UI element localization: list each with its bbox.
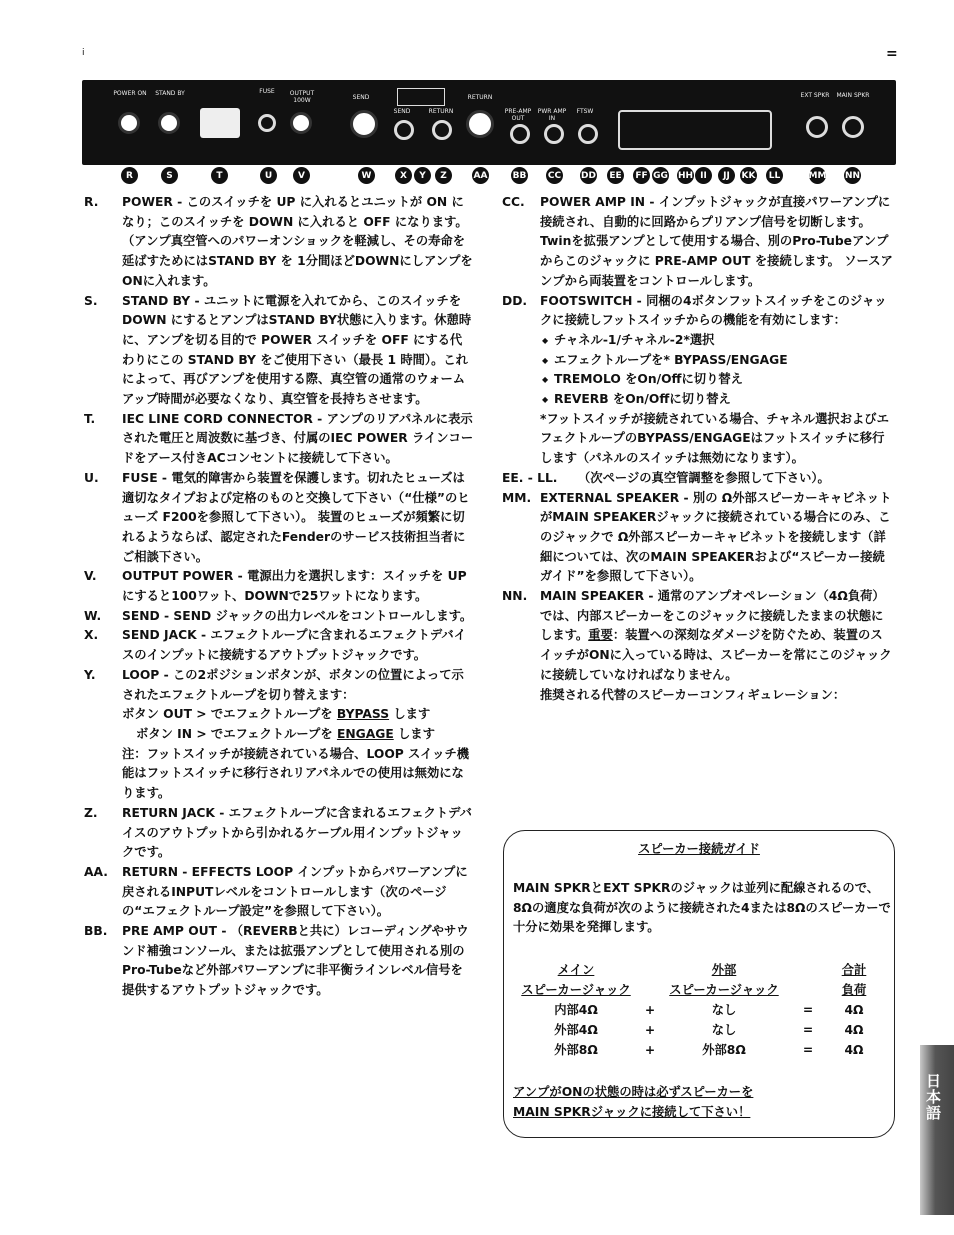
item-name: MAIN SPEAKER [540, 589, 645, 604]
item-x [84, 626, 474, 665]
item-key: EE. - LL. [502, 470, 558, 485]
item-text: - SEND ジャックの出力レベルをコントロールします。 [159, 608, 473, 623]
item-z [84, 804, 474, 863]
header-total-bottom: 負荷 [841, 983, 867, 998]
return-knob-label: RETURN [467, 94, 493, 101]
item-text: - 同梱の4ボタンフットスイッチをこのジャックに接続しフットスイッチからの機能を有効にします： [540, 293, 887, 328]
item-key: S. [84, 293, 98, 308]
item-key: T. [84, 411, 96, 426]
item-key: Z. [84, 805, 98, 820]
callout-ii: II [695, 167, 712, 184]
guide-intro: MAIN SPKRとEXT SPKRのジャックは並列に配線されるので、8Ωの適度な負荷が次のように接続された4または8Ωのスピーカーで十分に効果を発揮します。 [513, 881, 891, 935]
header-total-top: 合計 [841, 963, 867, 978]
send-knob [350, 110, 378, 138]
return-jack-label: RETURN [428, 108, 454, 115]
main-spkr-label: MAIN SPKR [836, 92, 870, 99]
callout-ff: FF [633, 167, 650, 184]
ext-spkr-label: EXT SPKR [800, 92, 830, 99]
power-switch [118, 112, 140, 134]
callout-kk: KK [740, 167, 757, 184]
callout-r: R [121, 167, 138, 184]
callout-u: U [260, 167, 277, 184]
item-aa [84, 863, 474, 922]
guide-table [512, 961, 880, 1061]
item-name: IEC LINE CORD CONNECTOR [122, 411, 313, 426]
item-bb [84, 922, 474, 1001]
item-name: POWER [122, 195, 173, 209]
panel-callout-letters [82, 167, 896, 187]
item-name: STAND BY [122, 293, 191, 308]
item-name: FOOTSWITCH [540, 293, 633, 308]
item-name: SEND JACK [122, 628, 197, 643]
panel-window [397, 88, 445, 106]
callout-x: X [395, 167, 412, 184]
item-name: RETURN [122, 864, 179, 879]
item-t [84, 410, 474, 469]
callout-gg: GG [652, 167, 669, 184]
callout-v: V [293, 167, 310, 184]
callout-ee: EE [607, 167, 624, 184]
callout-z: Z [435, 167, 452, 184]
side-tab-text: 日本語 [924, 1073, 942, 1121]
header-right-mark: = [886, 46, 898, 62]
item-text: - 通常のアンプオペレーション（4Ω負荷）では、内部スピーカーをこのジャックに接続したままの状態にします。 [540, 589, 885, 643]
callout-w: W [358, 167, 375, 184]
item-text: - 別の Ω外部スピーカーキャビネットがMAIN SPEAKERジャックに接続されている場合にのみ、このジャックで Ω外部スピーカーキャビネットを接続します（詳細については、次のMAIN SPEAKERおよび“スピーカー接続ガイド”を参照して下さい）。 [540, 490, 892, 584]
callout-jj: JJ [718, 167, 735, 184]
power-label: POWER ON [113, 90, 147, 97]
item-text: - この2ポジションボタンが、ボタンの位置によって示されたエフェクトループを切り替えます： [122, 667, 464, 702]
footswitch-bullet: ◆ REVERB をOn/Offに切り替え [502, 390, 894, 410]
footswitch-jack [578, 124, 598, 144]
item-name: LOOP [122, 667, 160, 682]
guide-footer-line1: アンプがONの状態の時は必ずスピーカーを [513, 1085, 754, 1099]
important-label: 重要 [588, 628, 613, 643]
right-column [502, 193, 894, 705]
callout-cc: CC [546, 167, 563, 184]
item-text: - エフェクトループに含まれるエフェクトデバイスのアウトプットから引かれるケーブル用インプットジャックです。 [122, 805, 472, 860]
item-key: X. [84, 628, 99, 643]
header-ext-bottom: スピーカージャック [669, 983, 779, 998]
callout-ll: LL [766, 167, 783, 184]
main-spkr-jack [842, 116, 864, 138]
item-key: R. [84, 195, 99, 209]
left-column [84, 193, 474, 1001]
item-name: SEND [122, 608, 160, 623]
output-label: OUTPUT 100W [289, 90, 315, 104]
item-text: - アンプのリアパネルに表示された電圧と周波数に基づき、付属のIEC POWER ラインコードをアース付きACコンセントに接続して下さい。 [122, 411, 474, 466]
header-ext-top: 外部 [711, 963, 737, 978]
loop-out-line: ボタン OUT > でエフェクトループを BYPASS します [122, 707, 431, 722]
return-knob [466, 110, 494, 138]
item-key: V. [84, 569, 97, 584]
callout-s: S [161, 167, 178, 184]
item-ee-ll [502, 469, 894, 489]
language-side-tab [920, 1045, 954, 1215]
item-y [84, 666, 474, 804]
item-text: - EFFECTS LOOP インプットからパワーアンプに戻されるINPUTレベルをコントロールします（次のページの“エフェクトループ設定”を参照して下さい）。 [122, 864, 468, 919]
standby-label: STAND BY [155, 90, 185, 97]
footswitch-bullet: ◆ エフェクトループを* BYPASS/ENGAGE [502, 351, 894, 371]
item-nn [502, 587, 894, 705]
loop-note: 注：フットスイッチが接続されている場合、LOOP スイッチ機能はフットスイッチに移行されリアパネルでの使用は無効になります。 [122, 746, 470, 801]
item-key: BB. [84, 924, 108, 939]
fuse-label: FUSE [259, 88, 275, 95]
output-switch [290, 112, 312, 134]
callout-aa: AA [472, 167, 489, 184]
header-left-mark: i [82, 48, 85, 58]
item-name: EXTERNAL SPEAKER [540, 490, 680, 505]
footswitch-bullet: ◆ チャネル-1/チャネル-2*選択 [502, 331, 894, 351]
item-key: W. [84, 608, 102, 623]
callout-t: T [211, 167, 228, 184]
item-cc [502, 193, 894, 292]
header-main-top: メイン [557, 963, 595, 978]
ext-spkr-jack [806, 116, 828, 138]
item-mm [502, 489, 894, 588]
guide-title: スピーカー接続ガイド [638, 842, 760, 856]
callout-dd: DD [580, 167, 597, 184]
item-key: Y. [84, 667, 96, 682]
fuse-holder [258, 114, 276, 132]
send-jack-label: SEND [393, 108, 411, 115]
item-key: DD. [502, 293, 528, 308]
main-speaker-warning: ：装置への深刻なダメージを防ぐため、装置のスイッチがONに入っている時は、スピーカーを常にこのジャックに接続していなければなりません。 [540, 628, 892, 682]
header-main-bottom: スピーカージャック [521, 983, 631, 998]
guide-footer [513, 1083, 753, 1122]
item-r [84, 193, 474, 292]
bias-adjust-panel [618, 110, 772, 150]
item-key: NN. [502, 589, 528, 604]
item-w [84, 607, 474, 627]
return-jack [432, 120, 452, 140]
item-text: - エフェクトループに含まれるエフェクトデバイスのインプットに接続するアウトプットジャックです。 [122, 628, 467, 663]
rear-panel-illustration [82, 80, 896, 165]
footswitch-note: *フットスイッチが接続されている場合、チャネル選択およびエフェクトループのBYPASS/ENGAGEはフットスイッチに移行します（パネルのスイッチは無効になります）。 [540, 411, 889, 466]
item-text: - 電気的障害から装置を保護します。切れたヒューズは適切なタイプおよび定格のものと交換して下さい（“仕様”のヒューズ F200を参照して下さい）。 装置のヒューズが頻繁に切れるようならば、認定されたFenderのサービス技術担当者にご相談下さい。 [122, 470, 470, 564]
item-name: PRE AMP OUT [122, 924, 218, 939]
item-name: OUTPUT POWER [122, 569, 234, 584]
item-key: CC. [502, 195, 525, 209]
item-u [84, 469, 474, 568]
callout-y: Y [414, 167, 431, 184]
table-row: 外部4Ω + なし = 4Ω [554, 1023, 864, 1038]
table-row: 外部8Ω + 外部8Ω = 4Ω [554, 1043, 864, 1058]
footswitch-label: FTSW [576, 108, 594, 115]
send-jack [394, 120, 414, 140]
item-s [84, 292, 474, 410]
item-key: MM. [502, 490, 532, 505]
loop-in-line: ボタン IN > でエフェクトループを ENGAGE します [136, 726, 435, 741]
preamp-out-jack [510, 124, 530, 144]
item-key: AA. [84, 864, 108, 879]
recommend-line: 推奨される代替のスピーカーコンフィギュレーション： [540, 687, 846, 702]
power-amp-in-label: PWR AMP IN [537, 108, 567, 122]
standby-switch [158, 112, 180, 134]
guide-footer-line2: MAIN SPKRジャックに接続して下さい！ [513, 1104, 751, 1119]
item-key: U. [84, 470, 99, 485]
callout-hh: HH [677, 167, 694, 184]
item-text: - （REVERBと共に）レコーディングやサウンド補強コンソール、または拡張アンプとして使用される別のPro-Tubeなど外部パワーアンプに非平衡ラインレベル信号を提供するアウトプットジャックです。 [122, 924, 469, 998]
item-name: FUSE [122, 470, 158, 485]
item-text: （次ページの真空管調整を参照して下さい）。 [578, 470, 830, 485]
item-name: POWER AMP IN [540, 195, 646, 209]
send-knob-label: SEND [352, 94, 370, 101]
table-row: 内部4Ω + なし = 4Ω [554, 1003, 864, 1018]
iec-socket [200, 108, 240, 138]
callout-bb: BB [511, 167, 528, 184]
item-text: - ユニットに電源を入れてから、このスイッチをDOWN にするとアンプはSTAND BY状態に入ります。休憩時に、アンプを切る目的で POWER スイッチを OFF にする代わりにこの STAND BY をご使用下さい（最長 1 時間）。これによって、再びアンプを使用する際、真空管の通常のウォームアップ時間が必要なくなり、真空管を長持ちさせます。 [122, 293, 472, 407]
power-amp-in-jack [544, 124, 564, 144]
item-dd [502, 292, 894, 331]
item-text: - インプットジャックが直接パワーアンプに接続され、自動的に回路からプリアンプ信号を切断します。Twinを拡張アンプとして使用する場合、別のPro-Tubeアンプからこのジャックに PRE-AMP OUT を接続します。 ソースアンプから両装置をコントロールします。 [540, 195, 893, 288]
item-text: - このスイッチを UP に入れるとユニットが ON になり；このスイッチを DOWN に入れると OFF になります。（アンプ真空管へのパワーオンショックを軽減し、その寿命を延ばすためにはSTAND BY を 1分間ほどDOWNにしアンプをONに入れます。 [122, 195, 473, 288]
callout-mm: MM [809, 167, 826, 184]
preamp-out-label: PRE-AMP OUT [504, 108, 532, 122]
item-name: RETURN JACK [122, 805, 215, 820]
callout-nn: NN [844, 167, 861, 184]
item-v [84, 567, 474, 606]
speaker-connection-guide [503, 830, 895, 1138]
footswitch-bullet: ◆ TREMOLO をOn/Offに切り替え [502, 370, 894, 390]
item-text: - 電源出力を選択します：スイッチを UP にすると100ワット、DOWNで25ワットになります。 [122, 569, 467, 604]
